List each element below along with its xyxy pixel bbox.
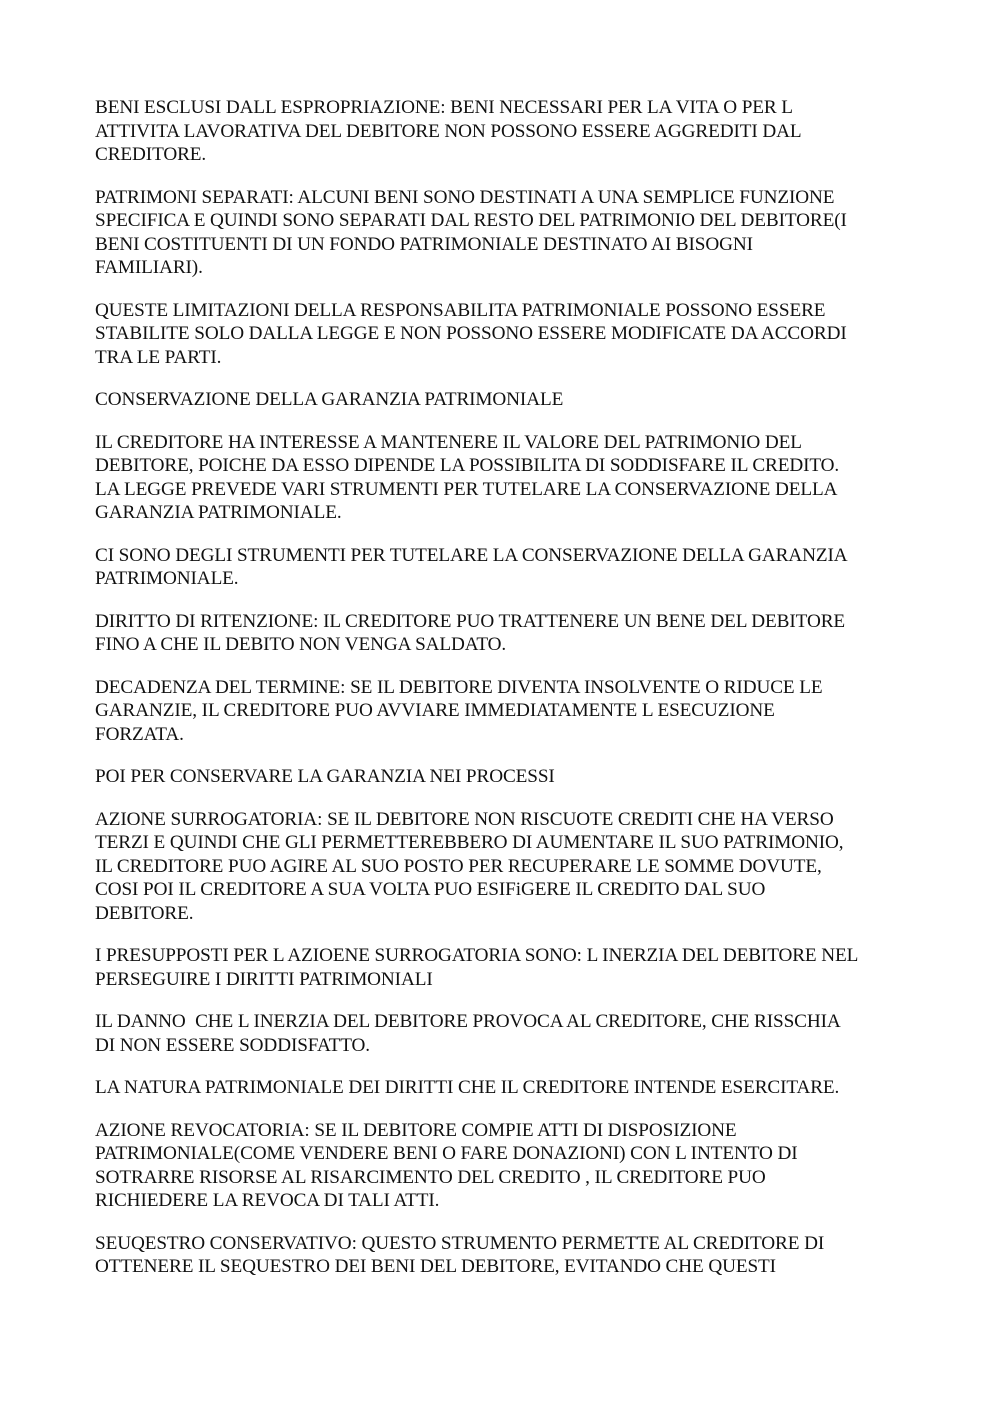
paragraph — [95, 1119, 925, 1213]
text-line: DECADENZA DEL TERMINE: SE IL DEBITORE DIVENTA INSOLVENTE O RIDUCE LE — [95, 676, 823, 698]
text-line: LA NATURA PATRIMONIALE DEI DIRITTI CHE IL CREDITORE INTENDE ESERCITARE. — [95, 1077, 840, 1098]
text-line: FAMILIARI). — [95, 257, 203, 278]
text-line: RICHIEDERE LA REVOCA DI TALI ATTI. — [95, 1190, 440, 1211]
paragraph — [95, 944, 925, 991]
text-line: SOTRARRE RISORSE AL RISARCIMENTO DEL CREDITO , IL CREDITORE PUO — [95, 1166, 766, 1188]
text-line: DIRITTO DI RITENZIONE: IL CREDITORE PUO TRATTENERE UN BENE DEL DEBITORE — [95, 610, 846, 632]
text-line: IL DANNO CHE L INERZIA DEL DEBITORE PROVOCA AL CREDITORE, CHE RISSCHIA — [95, 1011, 841, 1032]
text-line: PATRIMONIALE(COME VENDERE BENI O FARE DONAZIONI) CON L INTENTO DI — [95, 1143, 798, 1164]
text-line: AZIONE REVOCATORIA: SE IL DEBITORE COMPIE ATTI DI DISPOSIZIONE — [95, 1119, 737, 1141]
text-line: STABILITE SOLO DALLA LEGGE E NON POSSONO ESSERE MODIFICATE DA ACCORDI — [95, 323, 847, 344]
text-line: BENI ESCLUSI DALL ESPROPRIAZIONE: BENI NECESSARI PER LA VITA O PER L — [95, 97, 793, 118]
text-line: I PRESUPPOSTI PER L AZIOENE SURROGATORIA SONO: L INERZIA DEL DEBITORE NEL — [95, 945, 859, 966]
text-line: ATTIVITA LAVORATIVA DEL DEBITORE NON POSSONO ESSERE AGGREDITI DAL — [95, 120, 802, 142]
paragraph — [95, 299, 925, 370]
text-line: DEBITORE. — [95, 902, 194, 924]
paragraph — [95, 1076, 925, 1100]
text-line: PERSEGUIRE I DIRITTI PATRIMONIALI — [95, 968, 433, 990]
text-line: FINO A CHE IL DEBITO NON VENGA SALDATO. — [95, 634, 507, 655]
text-line: TERZI E QUINDI CHE GLI PERMETTEREBBERO DI AUMENTARE IL SUO PATRIMONIO, — [95, 832, 844, 853]
text-line: SEUQESTRO CONSERVATIVO: QUESTO STRUMENTO PERMETTE AL CREDITORE DI — [95, 1232, 825, 1254]
text-line: DI NON ESSERE SODDISFATTO. — [95, 1034, 370, 1056]
paragraph — [95, 388, 925, 412]
text-line: POI PER CONSERVARE LA GARANZIA NEI PROCESSI — [95, 766, 555, 787]
text-line: QUESTE LIMITAZIONI DELLA RESPONSABILITA PATRIMONIALE POSSONO ESSERE — [95, 299, 826, 321]
text-line: TRA LE PARTI. — [95, 346, 222, 368]
text-line: CREDITORE. — [95, 144, 207, 165]
text-line: LA LEGGE PREVEDE VARI STRUMENTI PER TUTELARE LA CONSERVAZIONE DELLA — [95, 478, 838, 500]
text-line: IL CREDITORE HA INTERESSE A MANTENERE IL VALORE DEL PATRIMONIO DEL — [95, 431, 802, 453]
text-line: CONSERVAZIONE DELLA GARANZIA PATRIMONIALE — [95, 389, 564, 410]
text-line: FORZATA. — [95, 723, 184, 745]
text-line: GARANZIA PATRIMONIALE. — [95, 502, 342, 523]
text-line: AZIONE SURROGATORIA: SE IL DEBITORE NON RISCUOTE CREDITI CHE HA VERSO — [95, 808, 834, 830]
text-line: DEBITORE, POICHE DA ESSO DIPENDE LA POSSIBILITA DI SODDISFARE IL CREDITO. — [95, 455, 840, 476]
text-line: PATRIMONI SEPARATI: ALCUNI BENI SONO DESTINATI A UNA SEMPLICE FUNZIONE — [95, 186, 835, 208]
text-line: SPECIFICA E QUINDI SONO SEPARATI DAL RESTO DEL PATRIMONIO DEL DEBITORE(I — [95, 210, 847, 231]
paragraph — [95, 765, 925, 789]
paragraph — [95, 96, 925, 167]
text-line: CI SONO DEGLI STRUMENTI PER TUTELARE LA CONSERVAZIONE DELLA GARANZIA — [95, 544, 848, 566]
paragraph — [95, 1232, 925, 1279]
text-line: IL CREDITORE PUO AGIRE AL SUO POSTO PER RECUPERARE LE SOMME DOVUTE, — [95, 855, 822, 877]
text-line: GARANZIE, IL CREDITORE PUO AVVIARE IMMEDIATAMENTE L ESECUZIONE — [95, 700, 775, 721]
text-line: OTTENERE IL SEQUESTRO DEI BENI DEL DEBITORE, EVITANDO CHE QUESTI — [95, 1256, 776, 1277]
paragraph — [95, 610, 925, 657]
paragraph — [95, 808, 925, 926]
paragraph — [95, 186, 925, 280]
document-body — [95, 96, 925, 1298]
paragraph — [95, 1010, 925, 1057]
paragraph — [95, 676, 925, 747]
text-line: BENI COSTITUENTI DI UN FONDO PATRIMONIALE DESTINATO AI BISOGNI — [95, 233, 753, 255]
text-line: PATRIMONIALE. — [95, 568, 239, 589]
paragraph — [95, 544, 925, 591]
paragraph — [95, 431, 925, 525]
text-line: COSI POI IL CREDITORE A SUA VOLTA PUO ESIFiGERE IL CREDITO DAL SUO — [95, 879, 766, 900]
